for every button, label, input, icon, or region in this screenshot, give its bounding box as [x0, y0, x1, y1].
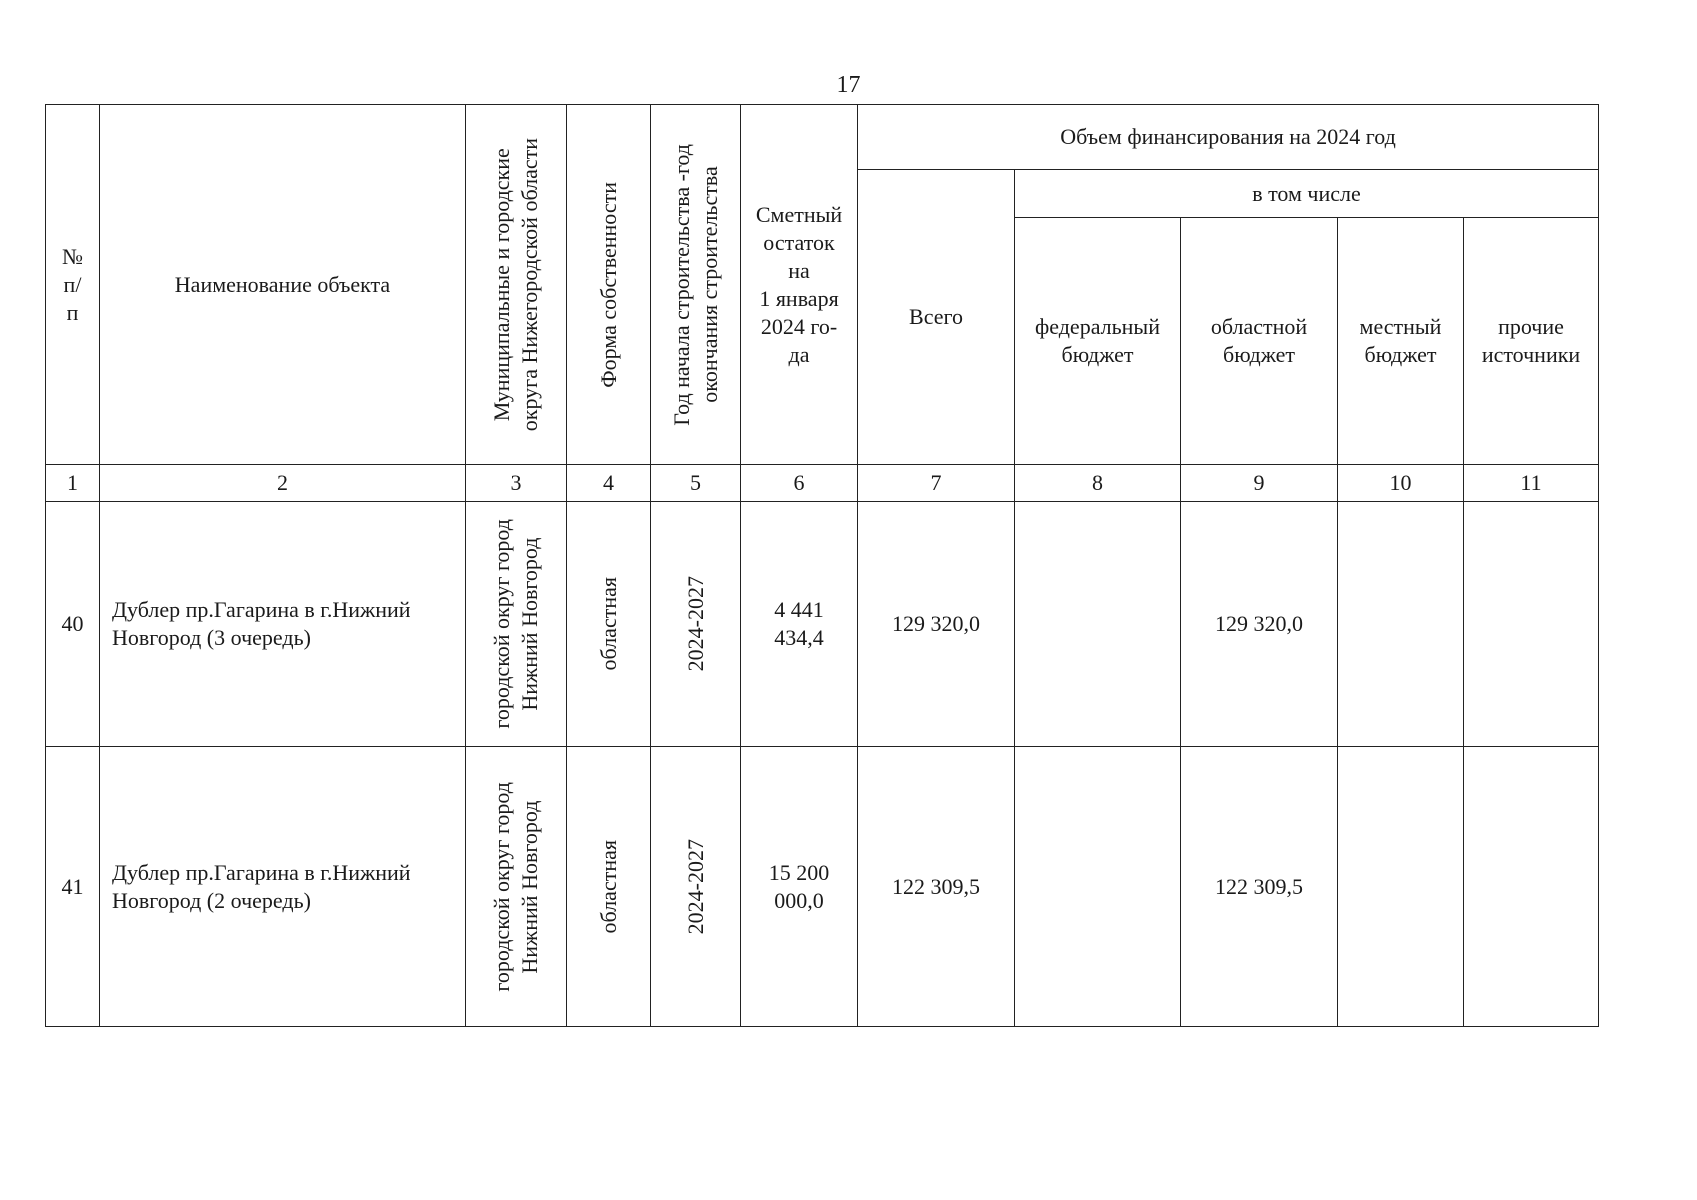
header-regional: областной бюджет — [1181, 218, 1338, 465]
municipal-text: городской округ город Нижний Новгород — [489, 781, 542, 992]
column-number: 5 — [651, 465, 741, 502]
remainder-cell: 4 441 434,4 — [741, 502, 858, 747]
municipal-cell — [466, 747, 567, 1027]
header-remainder: Сметный остаток на 1 января 2024 го- да — [741, 105, 858, 465]
column-number: 10 — [1338, 465, 1464, 502]
row-num: 41 — [46, 747, 100, 1027]
header-total: Всего — [858, 170, 1015, 465]
header-funding: Объем финансирования на 2024 год — [858, 105, 1599, 170]
years-text: 2024-2027 — [682, 576, 708, 672]
column-number: 3 — [466, 465, 567, 502]
column-number: 11 — [1464, 465, 1599, 502]
header-row-1 — [46, 105, 1599, 170]
object-name: Дублер пр.Гагарина в г.Нижний Новгород (3 очередь) — [100, 502, 466, 747]
header-municipal — [466, 105, 567, 465]
years-text: 2024-2027 — [682, 838, 708, 935]
column-number: 9 — [1181, 465, 1338, 502]
regional-cell: 129 320,0 — [1181, 502, 1338, 747]
regional-cell: 122 309,5 — [1181, 747, 1338, 1027]
local-cell — [1338, 502, 1464, 747]
remainder-cell: 15 200 000,0 — [741, 747, 858, 1027]
ownership-cell — [567, 747, 651, 1027]
header-years-text: Год начала строительства -год окончания строительства — [668, 143, 722, 426]
municipal-cell — [466, 502, 567, 747]
header-name: Наименование объекта — [100, 105, 466, 465]
federal-cell — [1015, 747, 1181, 1027]
header-ownership-text: Форма собственности — [595, 181, 621, 388]
column-numbers-row — [46, 465, 1599, 502]
header-local: местный бюджет — [1338, 218, 1464, 465]
ownership-text: областная — [595, 839, 621, 934]
header-ownership — [567, 105, 651, 465]
federal-cell — [1015, 502, 1181, 747]
municipal-text: городской округ город Нижний Новгород — [489, 519, 542, 729]
ownership-cell — [567, 502, 651, 747]
column-number: 6 — [741, 465, 858, 502]
header-including: в том числе — [1015, 170, 1599, 218]
funding-table — [45, 104, 1599, 1027]
total-cell: 129 320,0 — [858, 502, 1015, 747]
page-number: 17 — [836, 72, 861, 98]
other-cell — [1464, 502, 1599, 747]
column-number: 1 — [46, 465, 100, 502]
total-cell: 122 309,5 — [858, 747, 1015, 1027]
column-number: 2 — [100, 465, 466, 502]
table-row — [46, 502, 1599, 747]
years-cell — [651, 502, 741, 747]
ownership-text: областная — [595, 577, 621, 671]
header-years — [651, 105, 741, 465]
object-name: Дублер пр.Гагарина в г.Нижний Новгород (2 очередь) — [100, 747, 466, 1027]
header-num: № п/ п — [46, 105, 100, 465]
column-number: 7 — [858, 465, 1015, 502]
table-row — [46, 747, 1599, 1027]
header-other: прочие источники — [1464, 218, 1599, 465]
header-federal: федеральный бюджет — [1015, 218, 1181, 465]
column-number: 8 — [1015, 465, 1181, 502]
column-number: 4 — [567, 465, 651, 502]
local-cell — [1338, 747, 1464, 1027]
years-cell — [651, 747, 741, 1027]
other-cell — [1464, 747, 1599, 1027]
header-municipal-text: Муниципальные и городские округа Нижегородской области — [489, 137, 542, 432]
row-num: 40 — [46, 502, 100, 747]
